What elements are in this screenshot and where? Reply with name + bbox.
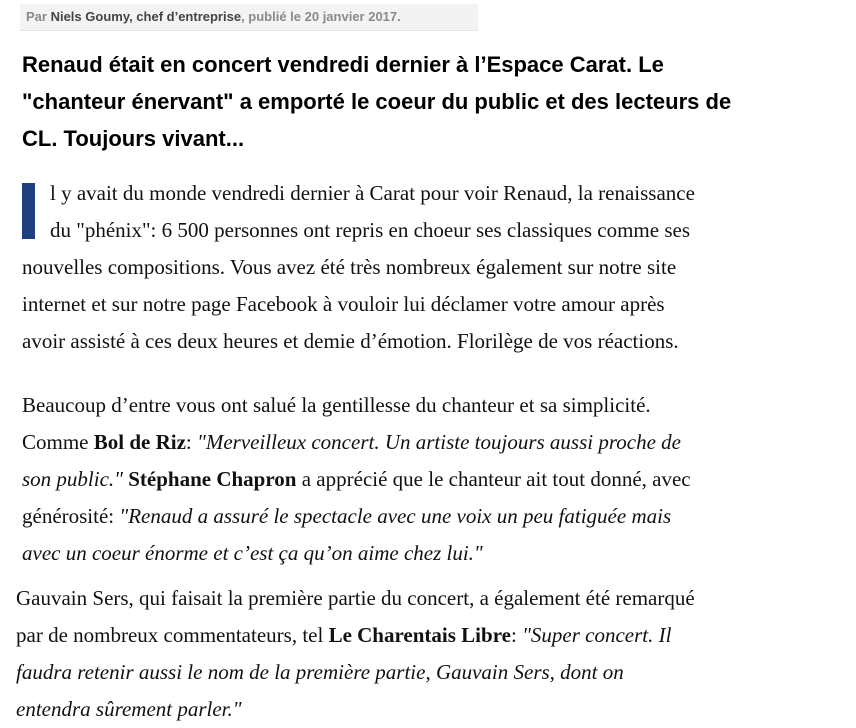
commenter-name: Le Charentais Libre — [328, 623, 511, 647]
paragraph-line: Beaucoup d’entre vous ont salué la gentillesse du chanteur et sa simplicité. — [22, 393, 651, 417]
paragraph-line: internet et sur notre page Facebook à vouloir lui déclamer votre amour après — [22, 292, 665, 316]
text-run: : — [185, 430, 198, 454]
paragraph-line — [22, 424, 834, 461]
paragraph-line: nouvelles compositions. Vous avez été très nombreux également sur notre site — [22, 255, 677, 279]
paragraph-line — [22, 535, 834, 572]
commenter-name: Stéphane Chapron — [128, 467, 297, 491]
dropcap-letter — [22, 183, 35, 239]
lead-line: CL. Toujours vivant... — [22, 126, 245, 151]
paragraph-intro — [22, 175, 832, 360]
paragraph-line: l y avait du monde vendredi dernier à Carat pour voir Renaud, la renaissance — [50, 181, 695, 205]
paragraph-reactions — [22, 387, 834, 572]
paragraph-line — [16, 691, 834, 728]
text-run: par de nombreux commentateurs, tel — [16, 623, 329, 647]
quote: entendra sûrement parler." — [16, 697, 242, 721]
paragraph-line — [16, 654, 834, 691]
quote: "Merveilleux concert. Un artiste toujours aussi proche de — [197, 430, 681, 454]
byline-author: Niels Goumy, chef d’entreprise — [50, 9, 242, 24]
text-run: Comme — [22, 430, 94, 454]
paragraph-line: Gauvain Sers, qui faisait la première partie du concert, a également été remarqué — [16, 586, 695, 610]
text-run: : — [510, 623, 523, 647]
paragraph-line — [22, 498, 834, 535]
paragraph-line — [22, 461, 834, 498]
byline — [26, 9, 401, 24]
text-run: générosité: — [22, 504, 120, 528]
quote: faudra retenir aussi le nom de la première partie, Gauvain Sers, dont on — [16, 660, 624, 684]
text-run: a apprécié que le chanteur ait tout donné, avec — [296, 467, 691, 491]
paragraph-line — [16, 617, 834, 654]
quote: "Super concert. Il — [522, 623, 672, 647]
lead-line: "chanteur énervant" a emporté le coeur du public et des lecteurs de — [22, 89, 732, 114]
paragraph-line: avoir assisté à ces deux heures et demie d’émotion. Florilège de vos réactions. — [22, 329, 679, 353]
paragraph-opening-act — [16, 580, 834, 728]
byline-prefix: Par — [26, 9, 51, 24]
lead-line: Renaud était en concert vendredi dernier à l’Espace Carat. Le — [22, 52, 664, 77]
quote: son public." — [22, 467, 123, 491]
quote: "Renaud a assuré le spectacle avec une voix un peu fatiguée mais — [119, 504, 672, 528]
byline-date: , publié le 20 janvier 2017. — [241, 9, 401, 24]
commenter-name: Bol de Riz — [93, 430, 186, 454]
quote: avec un coeur énorme et c’est ça qu’on aime chez lui." — [22, 541, 483, 565]
paragraph-line: du "phénix": 6 500 personnes ont repris en choeur ses classiques comme ses — [50, 218, 691, 242]
byline-bar — [20, 4, 478, 31]
article-lead — [22, 46, 842, 157]
